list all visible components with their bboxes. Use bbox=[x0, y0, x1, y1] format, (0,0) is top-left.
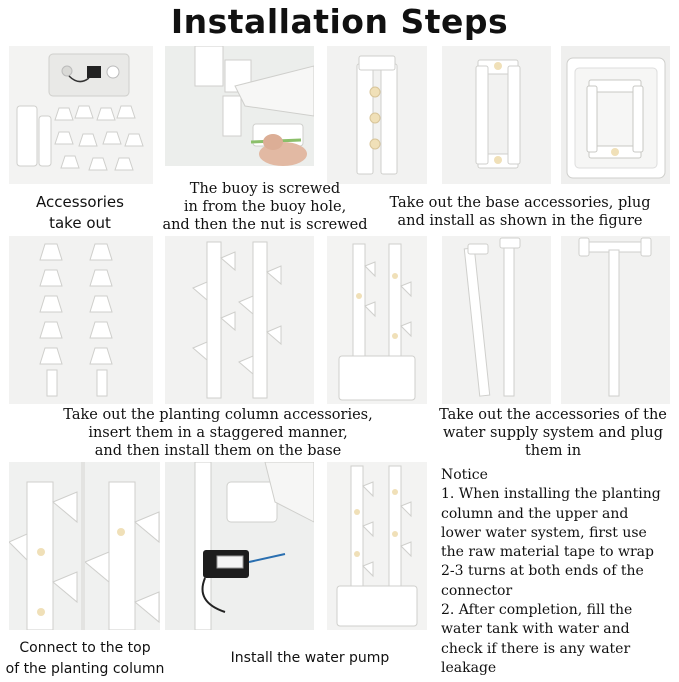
notice-line: water tank with water and bbox=[441, 621, 630, 638]
base-parts-photo-1 bbox=[327, 46, 427, 184]
step-4-caption: Take out the planting column accessories, insert them in a staggered manner, and then install them on the base bbox=[63, 407, 373, 459]
water-supply-parts-photo bbox=[442, 236, 551, 404]
notice-line: check if there is any water bbox=[441, 640, 631, 657]
notice-block bbox=[441, 466, 677, 678]
step-2-caption: The buoy is screwed in from the buoy hole, and then the nut is screwed bbox=[162, 181, 368, 233]
notice-line: 2. After completion, fill the bbox=[441, 602, 633, 619]
page-title: Installation Steps bbox=[170, 2, 509, 41]
column-top-connection-photo bbox=[9, 462, 160, 630]
step-7-caption: Install the water pump bbox=[230, 650, 390, 666]
base-parts-photo-2 bbox=[442, 46, 551, 184]
notice-line: connector bbox=[441, 582, 513, 599]
staggered-columns-photo bbox=[165, 236, 314, 404]
water-pump-photo bbox=[165, 462, 314, 630]
accessories-photo bbox=[9, 46, 153, 184]
step-3-caption: Take out the base accessories, plug and install as shown in the figure bbox=[389, 195, 651, 229]
step-6-caption: Connect to the top of the planting column bbox=[5, 640, 165, 677]
notice-line: leakage bbox=[441, 659, 497, 676]
columns-on-base-photo bbox=[327, 236, 427, 404]
planting-column-parts-photo bbox=[9, 236, 153, 404]
step-5-caption: Take out the accessories of the water supply system and plug them in bbox=[439, 407, 667, 459]
notice-line: the raw material tape to wrap bbox=[441, 544, 654, 561]
step-1-caption: Accessories take out bbox=[36, 193, 124, 232]
water-supply-assembled-photo bbox=[561, 236, 670, 404]
notice-heading: Notice bbox=[441, 467, 488, 483]
base-tank-photo bbox=[561, 46, 670, 184]
finished-tower-photo bbox=[327, 462, 427, 630]
notice-line: 1. When installing the planting bbox=[441, 486, 661, 503]
notice-line: lower water system, first use bbox=[441, 524, 647, 541]
notice-line: column and the upper and bbox=[441, 505, 629, 522]
buoy-install-photo bbox=[165, 46, 314, 166]
notice-line: 2-3 turns at both ends of the bbox=[441, 563, 644, 580]
